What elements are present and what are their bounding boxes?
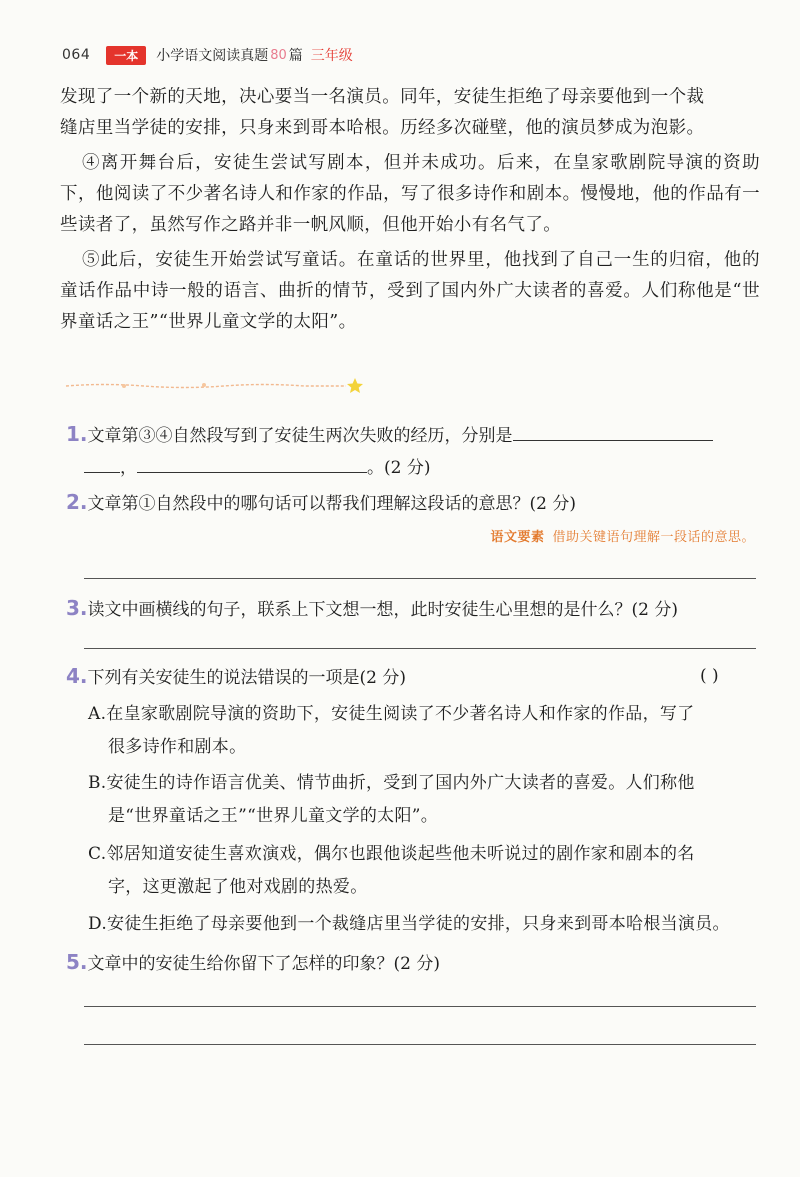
question-1-continuation	[84, 456, 430, 480]
question-5-answer-line-2[interactable]	[84, 1044, 756, 1045]
option-a-line-2: 很多诗作和剧本。	[108, 737, 247, 757]
option-b[interactable]	[88, 767, 758, 833]
question-2-text: 文章第①自然段中的哪句话可以帮我们理解这段话的意思？(2 分)	[87, 494, 576, 514]
question-1	[66, 422, 713, 448]
question-5-text: 文章中的安徒生给你留下了怎样的印象？(2 分)	[87, 954, 440, 974]
book-title: 小学语文阅读真题	[156, 48, 269, 64]
option-d-line-1: 安徒生拒绝了母亲要他到一个裁缝店里当学徒的安排，只身来到哥本哈根当演员。	[107, 914, 730, 934]
grade-label: 三年级	[310, 48, 353, 64]
option-d-label: D.	[88, 914, 108, 934]
option-c-line-2: 字，这更激起了他对戏剧的热爱。	[108, 877, 368, 897]
question-1-blank-2[interactable]	[84, 471, 120, 473]
paragraph-5: ⑤此后，安徒生开始尝试写童话。在童话的世界里，他找到了自己一生的归宿，他的童话作品中诗一般的语言、曲折的情节，受到了国内外广大读者的喜爱。人们称他是“世界童话之王”“世界儿童文学的太阳”。	[60, 250, 760, 332]
question-3-text: 读文中画横线的句子，联系上下文想一想，此时安徒生心里想的是什么？(2 分)	[87, 600, 678, 620]
reading-passage	[60, 82, 760, 338]
language-element-hint	[490, 526, 755, 545]
option-d[interactable]	[88, 908, 758, 941]
question-5-answer-line-1[interactable]	[84, 1006, 756, 1007]
option-c-line-1: 邻居知道安徒生喜欢演戏，偶尔也跟他谈起些他未听说过的剧作家和剧本的名	[106, 844, 695, 864]
option-c[interactable]	[88, 838, 758, 904]
hint-label: 语文要素	[490, 530, 545, 545]
question-1-number: 1.	[66, 422, 88, 446]
book-unit: 篇	[288, 48, 303, 64]
question-4	[66, 664, 406, 690]
question-1-text: 文章第③④自然段写到了安徒生两次失败的经历，分别是	[87, 426, 513, 446]
brand-logo: 一本	[106, 46, 146, 65]
hint-text: 借助关键语句理解一段话的意思。	[552, 530, 755, 545]
question-1-comma: ，	[120, 458, 137, 478]
option-b-line-1: 安徒生的诗作语言优美、情节曲折，受到了国内外广大读者的喜爱。人们称他	[106, 773, 695, 793]
question-5	[66, 950, 440, 976]
question-1-blank-3[interactable]	[137, 471, 367, 473]
question-1-end: 。(2 分)	[367, 458, 431, 478]
question-1-blank-1[interactable]	[513, 439, 713, 441]
option-a-line-1: 在皇家歌剧院导演的资助下，安徒生阅读了不少著名诗人和作家的作品，写了	[106, 704, 695, 724]
paragraph-4: ④离开舞台后，安徒生尝试写剧本，但并未成功。后来，在皇家歌剧院导演的资助下，他阅读了不少著名诗人和作家的作品，写了很多诗作和剧本。慢慢地，他的作品有一些读者了，虽然写作之路并非一帆风顺，但他开始小有名气了。	[60, 153, 760, 235]
option-b-line-2: 是“世界童话之王”“世界儿童文学的太阳”。	[108, 806, 439, 826]
question-3	[66, 596, 678, 622]
page-number: 064	[62, 47, 91, 63]
answer-parentheses[interactable]: ( )	[700, 666, 719, 686]
option-a-label: A.	[88, 704, 107, 724]
question-3-number: 3.	[66, 596, 88, 620]
option-c-label: C.	[88, 844, 107, 864]
question-4-text: 下列有关安徒生的说法错误的一项是(2 分)	[87, 668, 406, 688]
decorative-divider	[64, 374, 364, 396]
question-2-answer-line[interactable]	[84, 578, 756, 579]
paragraph-3-line-1: 发现了一个新的天地，决心要当一名演员。同年，安徒生拒绝了母亲要他到一个裁	[60, 87, 705, 107]
question-4-number: 4.	[66, 664, 88, 688]
question-5-number: 5.	[66, 950, 88, 974]
question-3-answer-line[interactable]	[84, 648, 756, 649]
star-icon	[347, 378, 363, 393]
option-a[interactable]	[88, 698, 758, 764]
book-count: 80	[270, 47, 287, 63]
question-2	[66, 490, 576, 516]
option-b-label: B.	[88, 773, 107, 793]
paragraph-3-line-2: 缝店里当学徒的安排，只身来到哥本哈根。历经多次碰壁，他的演员梦成为泡影。	[60, 118, 705, 138]
question-2-number: 2.	[66, 490, 88, 514]
page-header	[62, 44, 353, 66]
